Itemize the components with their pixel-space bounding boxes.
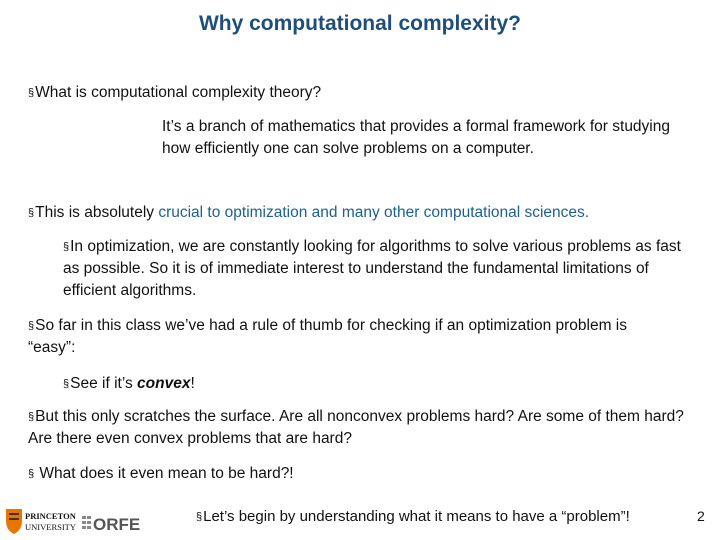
page-number: 2 — [697, 508, 705, 524]
bullet-marker: § — [28, 207, 35, 219]
bullet-marker: § — [63, 378, 70, 390]
bullet-marker: § — [28, 320, 35, 332]
orfe-label: ORFE — [93, 515, 141, 534]
footer-text: Let’s begin by understanding what it means to have a “problem”! — [203, 508, 630, 525]
bullet-crucial — [28, 202, 708, 224]
orfe-mark-icon — [82, 516, 86, 519]
crucial-pre: This is absolutely — [35, 204, 159, 221]
crucial-accent: crucial to optimization and many other computational sciences. — [158, 204, 590, 221]
convex-pre: See if it’s — [70, 375, 138, 392]
rule-of-thumb-text: So far in this class we’ve had a rule of thumb for checking if an optimization problem is “easy”: — [28, 317, 627, 356]
university-logos — [4, 505, 154, 535]
bullet-scratches-surface — [28, 406, 688, 450]
question-text: What is computational complexity theory? — [35, 84, 322, 101]
princeton-shield-icon — [6, 509, 22, 534]
slide-title: Why computational complexity? — [198, 12, 522, 35]
university-label: UNIVERSITY — [25, 522, 76, 532]
bullet-rule-of-thumb — [28, 315, 678, 359]
sub-bullet-optimization — [63, 236, 693, 302]
footer-bullet — [196, 508, 630, 525]
bullet-marker: § — [28, 87, 35, 99]
bullet-mean-hard — [28, 463, 688, 485]
bullet-marker: § — [28, 411, 35, 423]
sub-bullet-convex — [63, 373, 663, 395]
scratches-surface-text: But this only scratches the surface. Are all nonconvex problems hard? Are some of them hard? Are there even convex problems that are hard? — [28, 408, 684, 447]
logo-graphic — [4, 505, 154, 535]
bullet-question — [28, 82, 708, 104]
optimization-text: In optimization, we are constantly looking for algorithms to solve various problems as fast as possible. So it is of immediate interest to understand the fundamental limitations of efficient algorithms. — [63, 238, 681, 299]
definition-text: It’s a branch of mathematics that provides a formal framework for studying how efficiently one can solve problems on a computer. — [162, 118, 670, 157]
convex-post: ! — [190, 375, 195, 392]
bullet-marker: § — [196, 511, 203, 523]
bullet-marker: § — [63, 241, 70, 253]
mean-hard-text: What does it even mean to be hard?! — [35, 465, 294, 482]
princeton-label: PRINCETON — [25, 511, 76, 521]
convex-emphasis: convex — [137, 375, 191, 392]
bullet-marker: § — [28, 468, 35, 480]
